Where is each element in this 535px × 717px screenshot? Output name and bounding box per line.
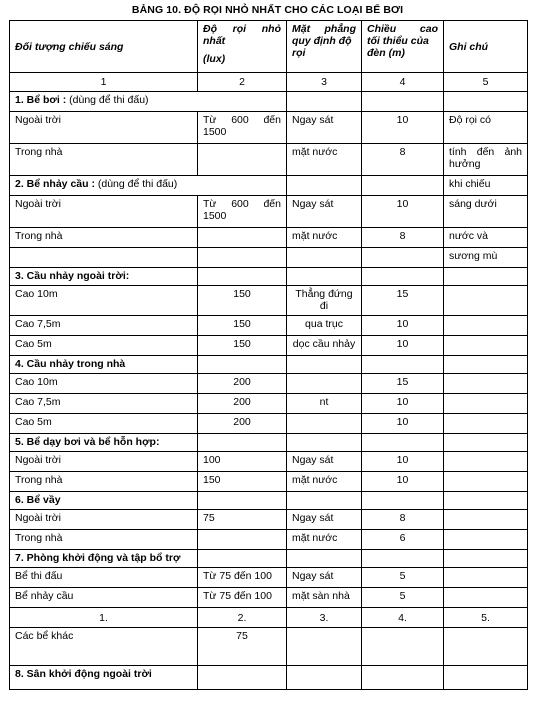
- column-number-row: 1 2 3 4 5: [10, 73, 528, 92]
- section-row: 5. Bể dạy bơi và bể hỗn hợp:: [10, 434, 528, 452]
- table-row: Bể nhảy cầu Từ 75 đến 100 mặt sàn nhà 5: [10, 588, 528, 608]
- table-row: sương mù: [10, 248, 528, 268]
- table-row: Trong nhà 150 mặt nước 10: [10, 472, 528, 492]
- table-row: Cao 10m 200 15: [10, 374, 528, 394]
- table-row: Cao 7,5m 200 nt 10: [10, 394, 528, 414]
- header-plane: Mặt phẳng quy định độ rọi: [287, 21, 362, 73]
- table-row: Trong nhà mặt nước 6: [10, 530, 528, 550]
- table-row: Cao 10m 150 Thẳng đứng đi 15: [10, 286, 528, 316]
- illuminance-table: [9, 20, 528, 690]
- section-row: 8. Sân khởi động ngoài trời: [10, 666, 528, 690]
- header-note: Ghi chú: [444, 21, 528, 73]
- table-row: Trong nhà mặt nước 8 tính đến ảnh hưởng: [10, 144, 528, 176]
- table-row: Cao 7,5m 150 qua trục 10: [10, 316, 528, 336]
- section-row: 7. Phòng khởi động và tập bổ trợ: [10, 550, 528, 568]
- table-row: Cao 5m 200 10: [10, 414, 528, 434]
- section-row: 4. Cầu nhảy trong nhà: [10, 356, 528, 374]
- table-row: Ngoài trời Từ 600 đến 1500 Ngay sát 10 Độ rọi có: [10, 112, 528, 144]
- table-row: Các bể khác 75: [10, 628, 528, 666]
- header-height: Chiều cao tối thiểu của đèn (m): [362, 21, 444, 73]
- table-row: Cao 5m 150 dọc cầu nhảy 10: [10, 336, 528, 356]
- header-object: Đối tượng chiếu sáng: [10, 21, 198, 73]
- column-number-row: 1. 2. 3. 4. 5.: [10, 608, 528, 628]
- section-row: 3. Cầu nhảy ngoài trời:: [10, 268, 528, 286]
- header-row: [10, 21, 528, 73]
- header-illuminance: Độ rọi nhỏ nhất (lux): [198, 21, 287, 73]
- table-row: Ngoài trời 75 Ngay sát 8: [10, 510, 528, 530]
- section-row: 2. Bể nhảy cầu : (dùng để thi đấu) khi chiếu: [10, 176, 528, 196]
- section-row: 6. Bể vầy: [10, 492, 528, 510]
- table-row: Bể thi đấu Từ 75 đến 100 Ngay sát 5: [10, 568, 528, 588]
- section-row: 1. Bể bơi : (dùng để thi đấu): [10, 92, 528, 112]
- table-title: BẢNG 10. ĐỘ RỌI NHỎ NHẤT CHO CÁC LOẠI BỂ BƠI: [131, 4, 404, 16]
- table-row: Trong nhà mặt nước 8 nước và: [10, 228, 528, 248]
- table-row: Ngoài trời Từ 600 đến 1500 Ngay sát 10 sáng dưới: [10, 196, 528, 228]
- table-row: Ngoài trời 100 Ngay sát 10: [10, 452, 528, 472]
